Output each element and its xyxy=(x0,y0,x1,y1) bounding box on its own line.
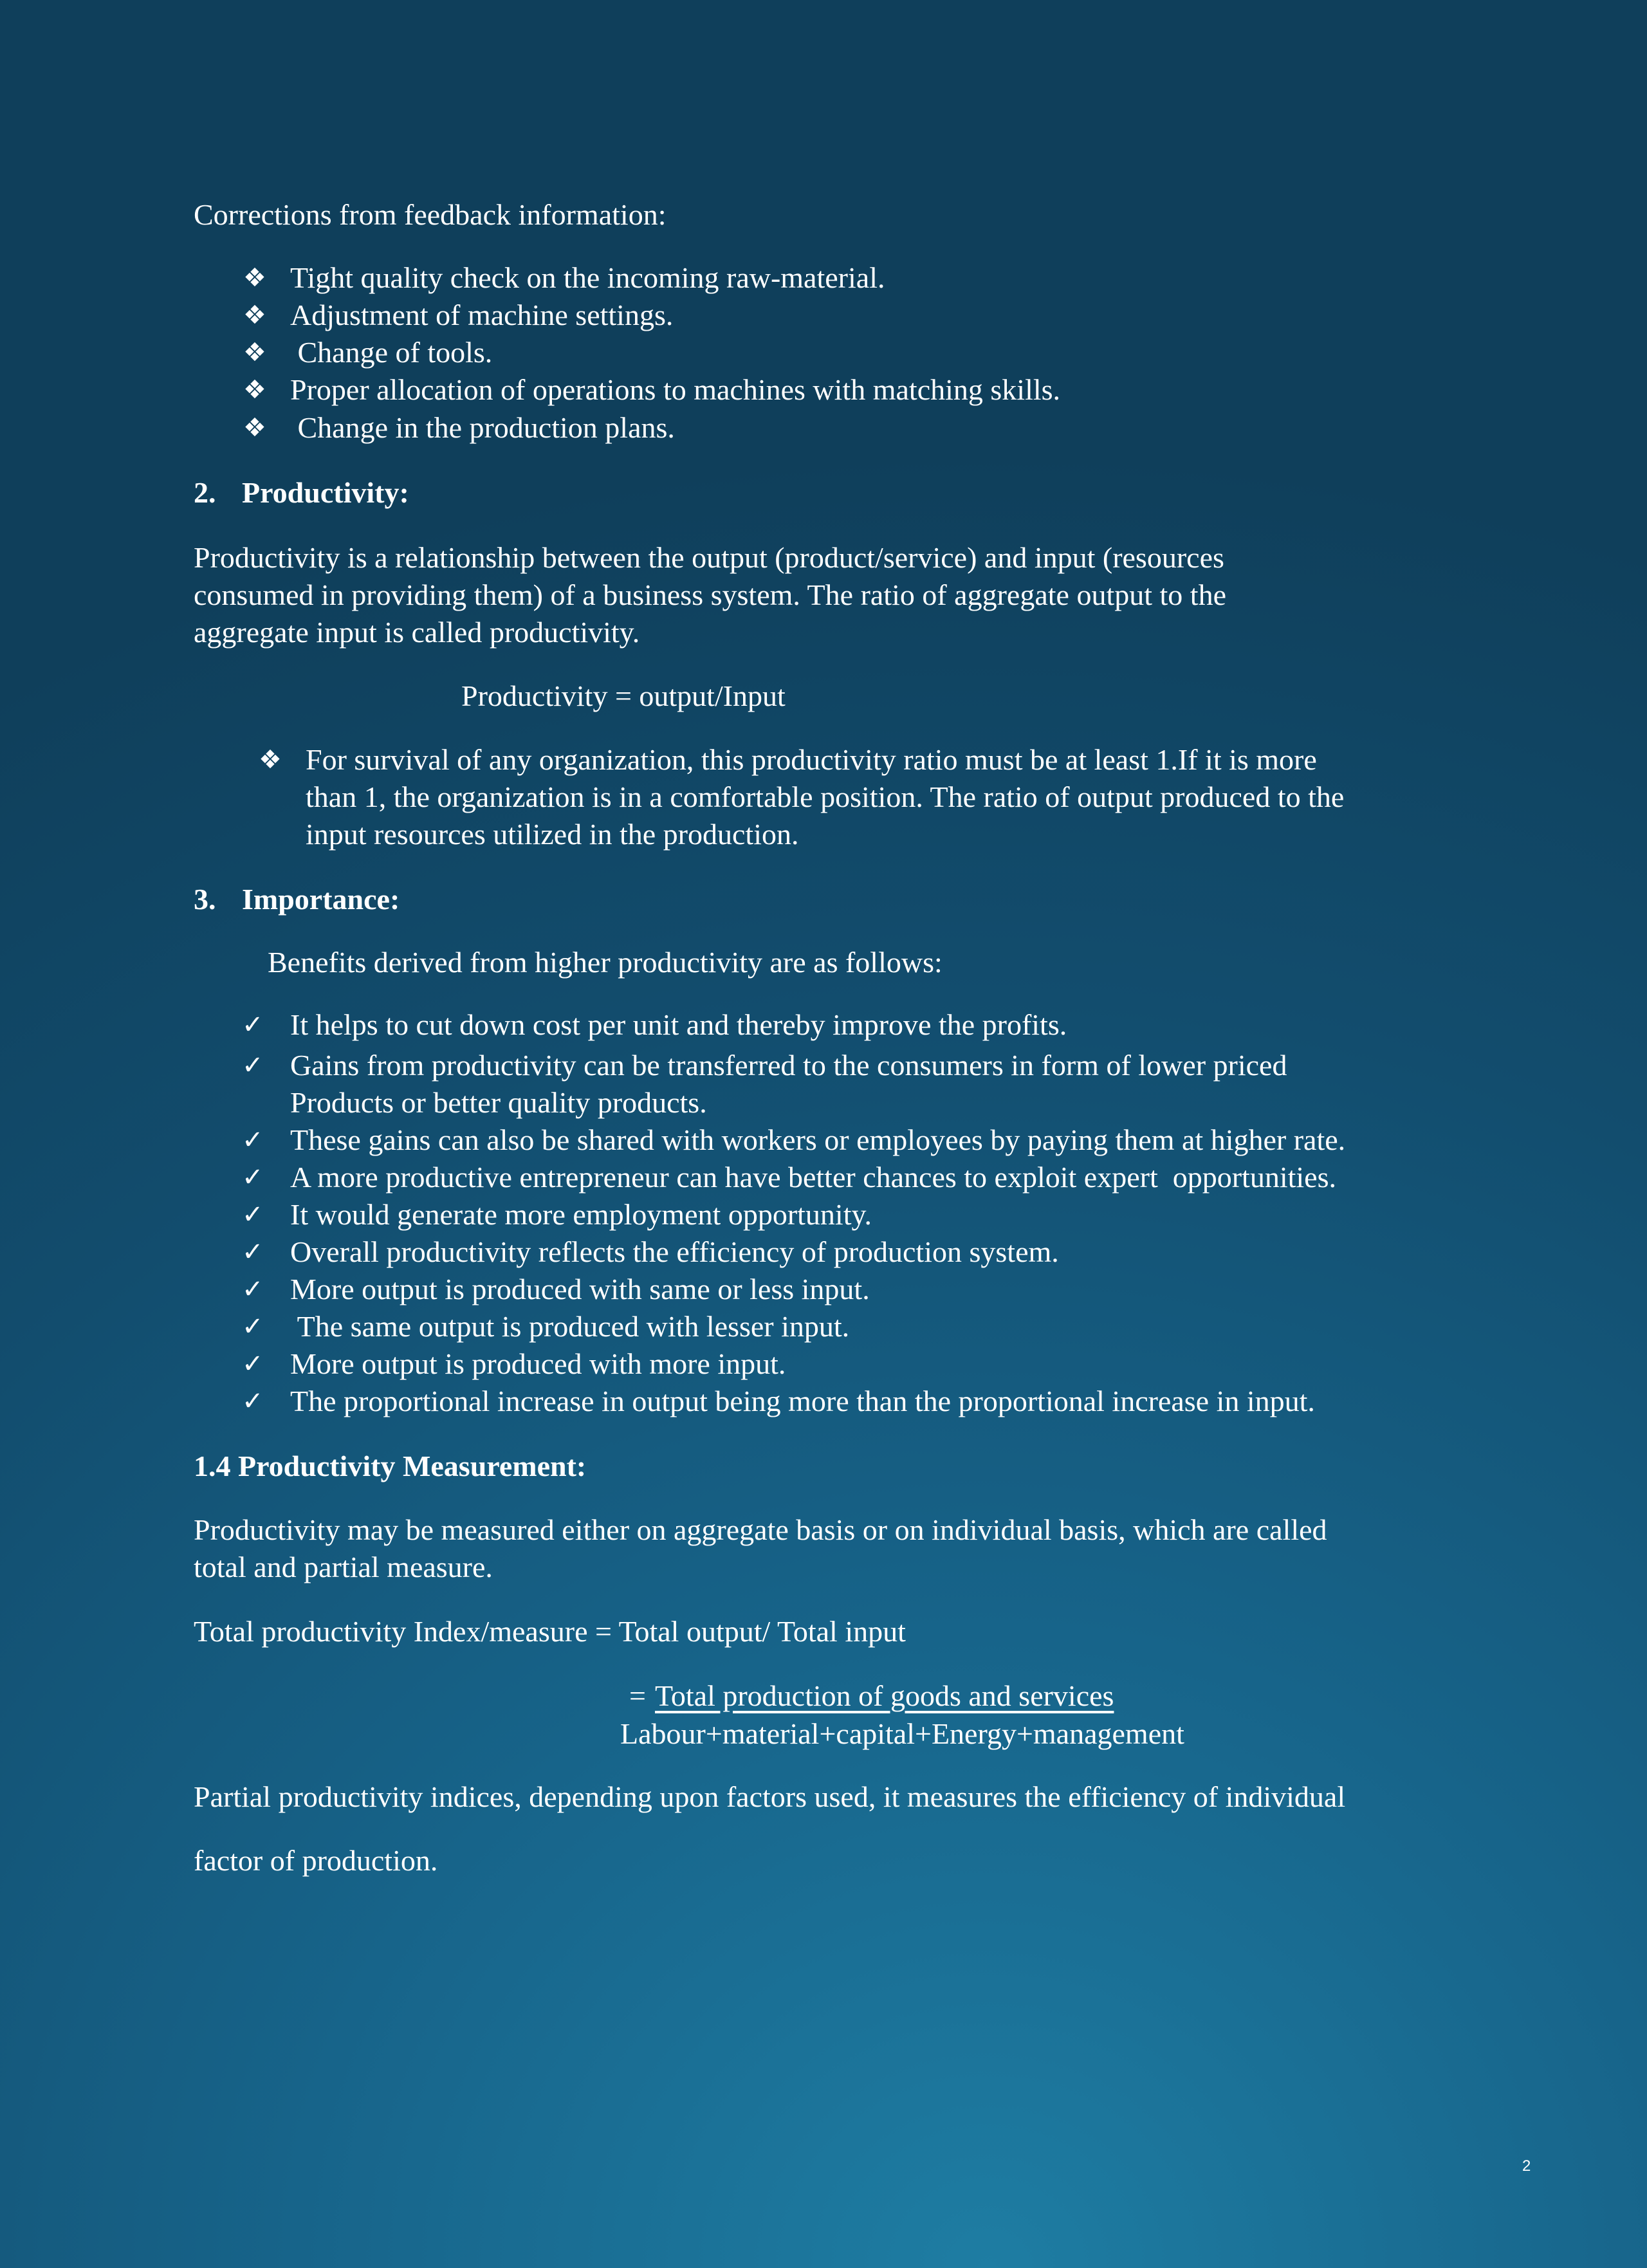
list-item: Change in the production plans. xyxy=(290,411,675,444)
list-item: The proportional increase in output being more than the proportional increase in input. xyxy=(290,1385,1315,1417)
paragraph-line: Productivity may be measured either on aggregate basis or on individual basis, which are called xyxy=(194,1513,1327,1546)
fraction-equals: = xyxy=(629,1679,654,1712)
check-icon: ✓ xyxy=(242,1387,264,1416)
check-icon: ✓ xyxy=(242,1125,264,1155)
total-productivity-formula: Total productivity Index/measure = Total output/ Total input xyxy=(194,1615,906,1648)
check-icon: ✓ xyxy=(242,1051,264,1080)
productivity-formula: Productivity = output/Input xyxy=(461,679,786,712)
list-item: Change of tools. xyxy=(290,336,493,369)
page-number: 2 xyxy=(1522,2157,1531,2175)
note-line: than 1, the organization is in a comfortable position. The ratio of output produced to the xyxy=(306,780,1345,813)
list-item: It would generate more employment opportunity. xyxy=(290,1198,872,1231)
diamond-bullet-icon: ❖ xyxy=(243,338,266,367)
check-icon: ✓ xyxy=(242,1010,264,1040)
check-icon: ✓ xyxy=(242,1275,264,1304)
paragraph-line: aggregate input is called productivity. xyxy=(194,616,640,649)
section-2-heading: Productivity: xyxy=(242,476,409,509)
list-item: It helps to cut down cost per unit and thereby improve the profits. xyxy=(290,1008,1067,1041)
list-item: A more productive entrepreneur can have better chances to exploit expert opportunities. xyxy=(290,1161,1336,1194)
diamond-bullet-icon: ❖ xyxy=(243,413,266,443)
list-item: Overall productivity reflects the efficiency of production system. xyxy=(290,1235,1059,1268)
paragraph-line: consumed in providing them) of a business system. The ratio of aggregate output to the xyxy=(194,578,1226,611)
check-icon: ✓ xyxy=(242,1200,264,1230)
diamond-bullet-icon: ❖ xyxy=(243,375,266,405)
note-line: input resources utilized in the production. xyxy=(306,818,799,851)
paragraph-line: Productivity is a relationship between the output (product/service) and input (resources xyxy=(194,541,1224,574)
section-2-number: 2. xyxy=(194,476,216,509)
list-item: Proper allocation of operations to machines with matching skills. xyxy=(290,373,1061,406)
paragraph-line: factor of production. xyxy=(194,1844,438,1877)
fraction-denominator: Labour+material+capital+Energy+management xyxy=(620,1717,1184,1750)
list-item-continuation: Products or better quality products. xyxy=(290,1086,707,1119)
list-item: More output is produced with same or less input. xyxy=(290,1273,870,1305)
list-item: These gains can also be shared with workers or employees by paying them at higher rate. xyxy=(290,1123,1346,1156)
benefits-intro: Benefits derived from higher productivity are as follows: xyxy=(268,946,943,979)
note-line: For survival of any organization, this productivity ratio must be at least 1.If it is more xyxy=(306,743,1317,776)
paragraph-line: Partial productivity indices, depending upon factors used, it measures the efficiency of individual xyxy=(194,1780,1346,1813)
diamond-bullet-icon: ❖ xyxy=(243,263,266,293)
list-item: The same output is produced with lesser input. xyxy=(290,1310,850,1343)
diamond-bullet-icon: ❖ xyxy=(259,745,282,775)
list-item: Tight quality check on the incoming raw-material. xyxy=(290,261,885,294)
check-icon: ✓ xyxy=(242,1349,264,1379)
list-item: Adjustment of machine settings. xyxy=(290,299,674,331)
section-3-heading: Importance: xyxy=(242,883,400,916)
diamond-bullet-icon: ❖ xyxy=(243,300,266,330)
list-item: Gains from productivity can be transferred to the consumers in form of lower priced xyxy=(290,1049,1287,1082)
section-1-4-heading: 1.4 Productivity Measurement: xyxy=(194,1450,587,1482)
fraction-numerator: Total production of goods and services xyxy=(655,1679,1114,1712)
corrections-intro: Corrections from feedback information: xyxy=(194,198,667,231)
list-item: More output is produced with more input. xyxy=(290,1347,786,1380)
section-3-number: 3. xyxy=(194,883,216,916)
check-icon: ✓ xyxy=(242,1237,264,1267)
check-icon: ✓ xyxy=(242,1163,264,1192)
paragraph-line: total and partial measure. xyxy=(194,1551,493,1583)
check-icon: ✓ xyxy=(242,1312,264,1341)
